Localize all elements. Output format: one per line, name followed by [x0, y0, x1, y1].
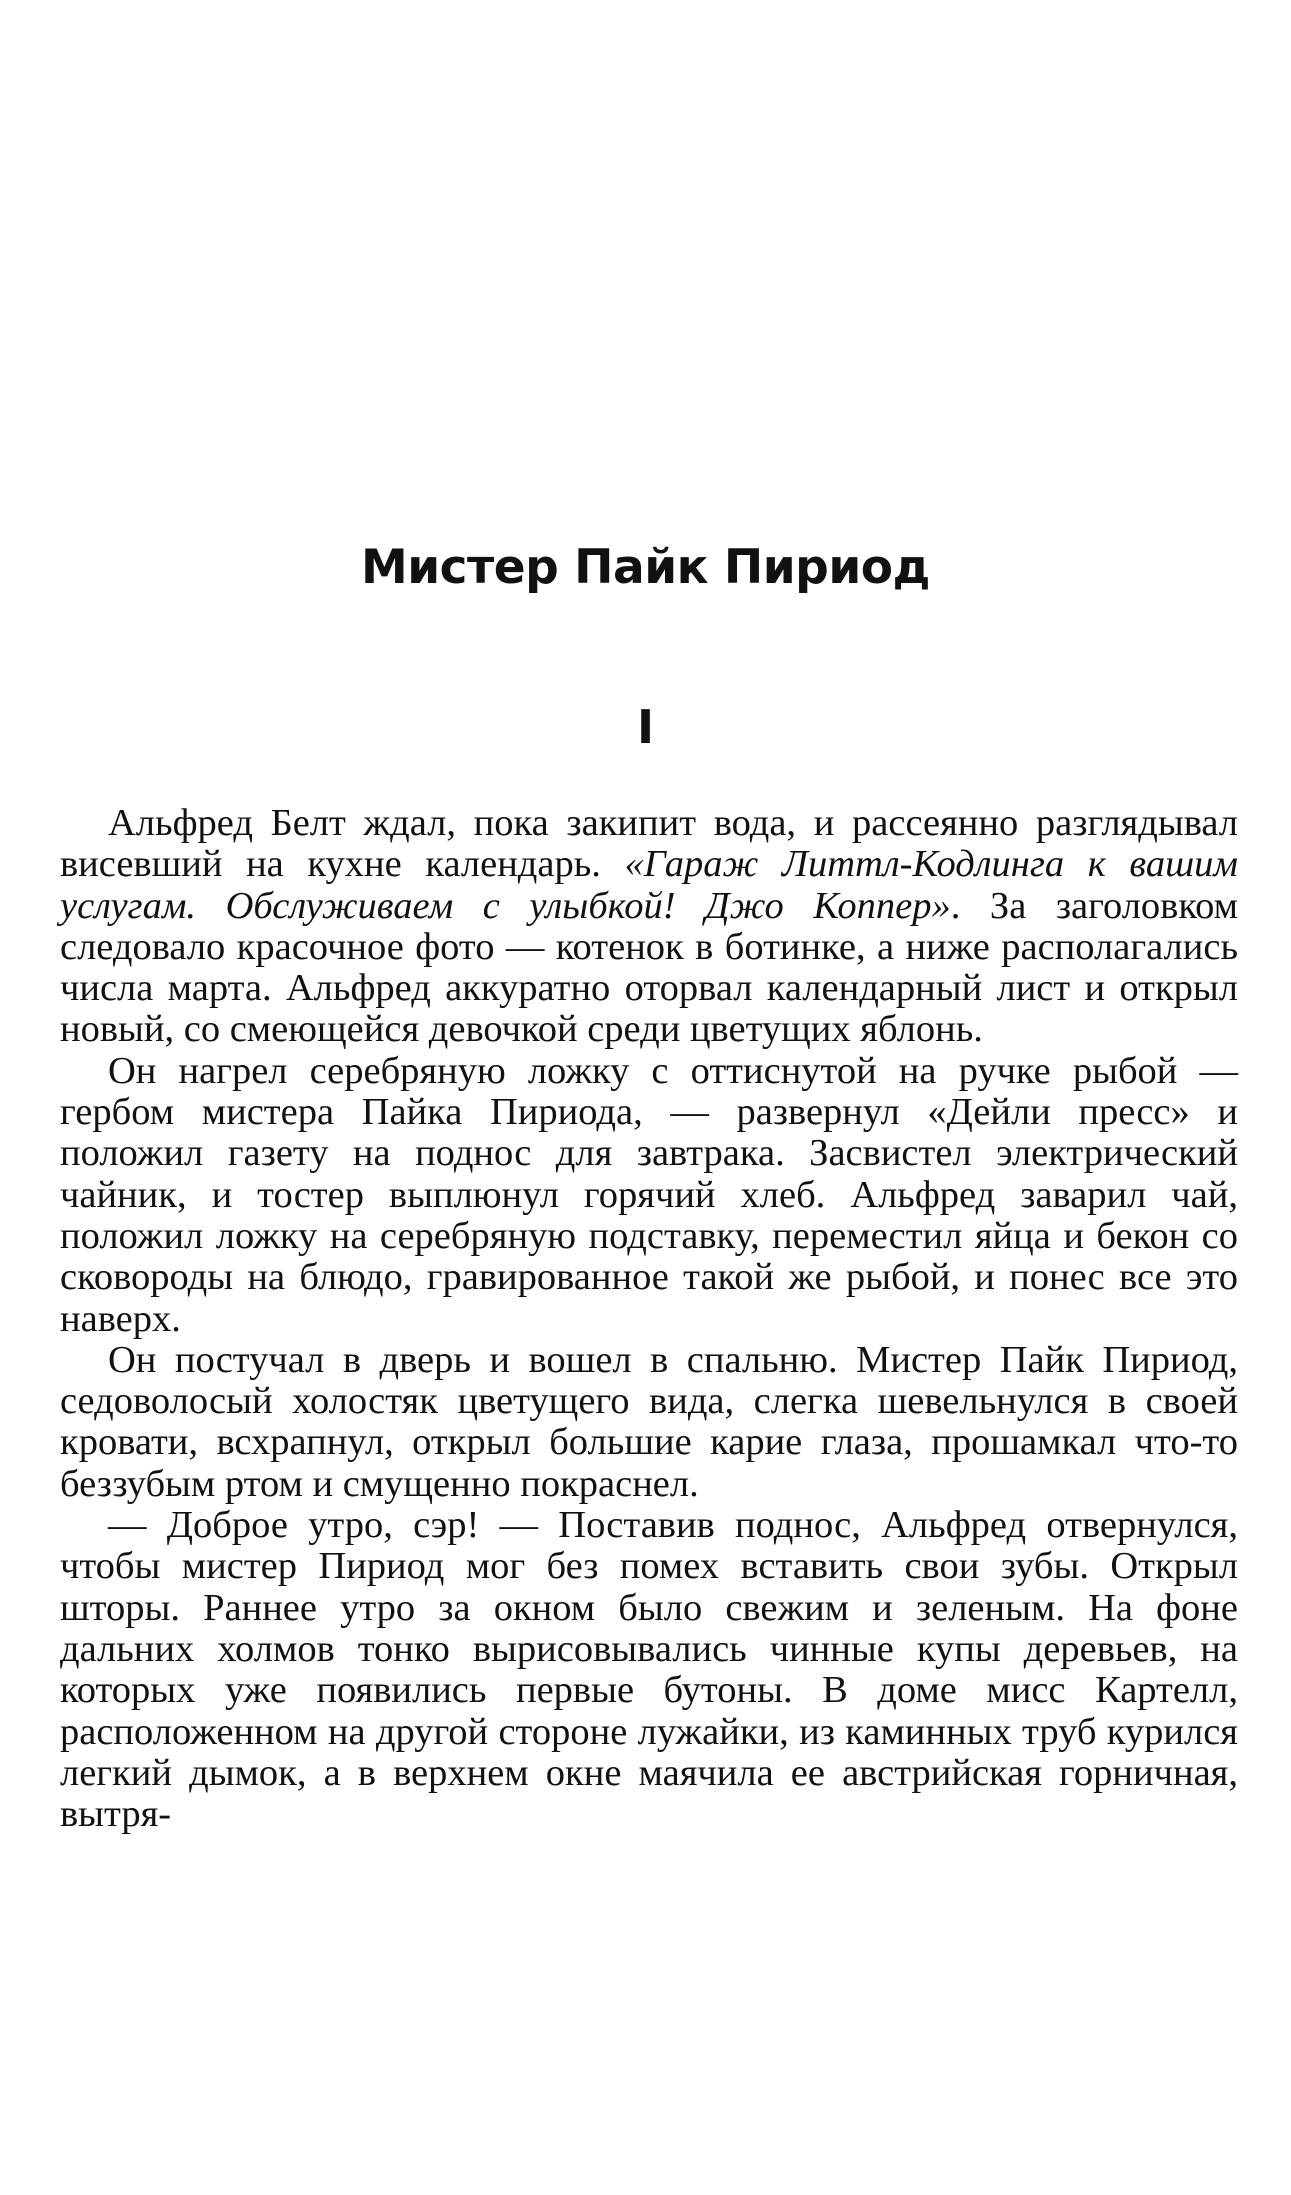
chapter-title: Мистер Пайк Пириод: [360, 540, 931, 595]
paragraph: Он постучал в дверь и вошел в спальню. Мистер Пайк Пириод, седоволосый холостяк цветущего вида, слегка шевельнулся в своей кровати, всхрапнул, открыл большие карие глаза, прошамкал что-то беззубым ртом и смущенно покраснел.: [60, 1338, 1238, 1505]
paragraph-text: . За заголовком следовало красочное фото — котенок в ботинке, а ниже располагались числа марта. Альфред аккуратно оторвал календарный лист и открыл новый, со смеющейся девочкой среди цветущих яблонь.: [60, 884, 1238, 1051]
paragraph: Он нагрел серебряную ложку с оттиснутой на ручке рыбой — гербом мистера Пайка Пириода, — развернул «Дейли пресс» и положил газету на поднос для завтрака. Засвистел электрический чайник, и тостер выплюнул горячий хлеб. Альфред заварил чай, положил ложку на серебряную подставку, переместил яйца и бекон со сковороды на блюдо, гравированное такой же рыбой, и понес все это наверх.: [60, 1049, 1238, 1340]
calendar-quote: «Гараж Литтл-Кодлинга к вашим услугам. Обслуживаем с улыбкой! Джо Коппер»: [60, 843, 1238, 927]
paragraph: [60, 803, 1238, 1051]
section-number: I: [636, 700, 655, 754]
chapter-body: [60, 803, 1238, 1835]
paragraph: — Доброе утро, сэр! — Поставив поднос, Альфред отвернулся, чтобы мистер Пириод мог без помех вставить свои зубы. Открыл шторы. Раннее утро за окном было свежим и зеленым. На фоне дальних холмов тонко вырисовывались чинные купы деревьев, на которых уже появились первые бутоны. В доме мисс Картелл, расположенном на другой стороне лужайки, из каминных труб курился легкий дымок, а в верхнем окне маячила ее австрийская горничная, вытря-: [60, 1504, 1238, 1836]
paragraph-text: Альфред Белт ждал, пока закипит вода, и рассеянно разглядывал висевший на кухне календарь.: [60, 802, 1238, 886]
